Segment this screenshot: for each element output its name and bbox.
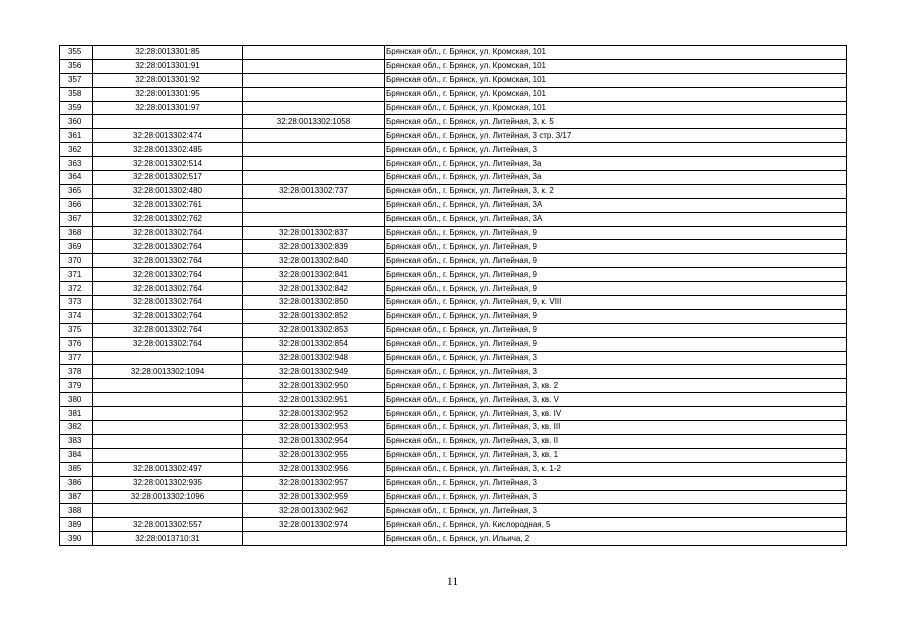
row-number-cell: 375 bbox=[60, 323, 93, 337]
building-cadastral-number-cell: 32:28:0013302:840 bbox=[243, 254, 385, 268]
table-row bbox=[60, 240, 847, 254]
address-cell: Брянская обл., г. Брянск, ул. Литейная, 3 bbox=[385, 143, 847, 157]
address-cell: Брянская обл., г. Брянск, ул. Кромская, 101 bbox=[385, 59, 847, 73]
row-number-cell: 388 bbox=[60, 504, 93, 518]
row-number-cell: 356 bbox=[60, 59, 93, 73]
table-row bbox=[60, 351, 847, 365]
row-number-cell: 368 bbox=[60, 226, 93, 240]
cadastral-number-cell: 32:28:0013302:764 bbox=[93, 337, 243, 351]
table-row bbox=[60, 184, 847, 198]
row-number-cell: 361 bbox=[60, 129, 93, 143]
table-row bbox=[60, 143, 847, 157]
row-number-cell: 362 bbox=[60, 143, 93, 157]
building-cadastral-number-cell: 32:28:0013302:841 bbox=[243, 268, 385, 282]
table-row bbox=[60, 323, 847, 337]
cadastral-number-cell bbox=[93, 393, 243, 407]
table-row bbox=[60, 379, 847, 393]
cadastral-number-cell: 32:28:0013302:764 bbox=[93, 240, 243, 254]
address-cell: Брянская обл., г. Брянск, ул. Литейная, 9 bbox=[385, 323, 847, 337]
address-cell: Брянская обл., г. Брянск, ул. Кромская, 101 bbox=[385, 46, 847, 60]
table-row bbox=[60, 337, 847, 351]
row-number-cell: 372 bbox=[60, 282, 93, 296]
building-cadastral-number-cell: 32:28:0013302:951 bbox=[243, 393, 385, 407]
table-row bbox=[60, 268, 847, 282]
building-cadastral-number-cell: 32:28:0013302:842 bbox=[243, 282, 385, 296]
building-cadastral-number-cell: 32:28:0013302:854 bbox=[243, 337, 385, 351]
cadastral-number-cell: 32:28:0013302:935 bbox=[93, 476, 243, 490]
cadastral-number-cell: 32:28:0013302:485 bbox=[93, 143, 243, 157]
address-cell: Брянская обл., г. Брянск, ул. Литейная, 9 bbox=[385, 226, 847, 240]
row-number-cell: 385 bbox=[60, 462, 93, 476]
table-row bbox=[60, 73, 847, 87]
address-cell: Брянская обл., г. Брянск, ул. Литейная, 9 bbox=[385, 254, 847, 268]
row-number-cell: 383 bbox=[60, 434, 93, 448]
address-cell: Брянская обл., г. Брянск, ул. Литейная, 9, к. VIII bbox=[385, 296, 847, 310]
building-cadastral-number-cell: 32:28:0013302:952 bbox=[243, 407, 385, 421]
address-cell: Брянская обл., г. Брянск, ул. Литейная, 3а bbox=[385, 171, 847, 185]
building-cadastral-number-cell: 32:28:0013302:954 bbox=[243, 434, 385, 448]
address-cell: Брянская обл., г. Брянск, ул. Литейная, 3, кв. V bbox=[385, 393, 847, 407]
building-cadastral-number-cell bbox=[243, 157, 385, 171]
cadastral-number-cell: 32:28:0013710:31 bbox=[93, 532, 243, 546]
building-cadastral-number-cell bbox=[243, 212, 385, 226]
table-row bbox=[60, 532, 847, 546]
building-cadastral-number-cell: 32:28:0013302:949 bbox=[243, 365, 385, 379]
cadastral-number-cell bbox=[93, 434, 243, 448]
table-row bbox=[60, 129, 847, 143]
table-row bbox=[60, 365, 847, 379]
table-row bbox=[60, 101, 847, 115]
row-number-cell: 371 bbox=[60, 268, 93, 282]
address-cell: Брянская обл., г. Брянск, ул. Ильича, 2 bbox=[385, 532, 847, 546]
row-number-cell: 358 bbox=[60, 87, 93, 101]
address-cell: Брянская обл., г. Брянск, ул. Кислородная, 5 bbox=[385, 518, 847, 532]
row-number-cell: 374 bbox=[60, 309, 93, 323]
table-row bbox=[60, 476, 847, 490]
table-row bbox=[60, 198, 847, 212]
building-cadastral-number-cell: 32:28:0013302:953 bbox=[243, 421, 385, 435]
address-cell: Брянская обл., г. Брянск, ул. Литейная, 3 bbox=[385, 504, 847, 518]
address-cell: Брянская обл., г. Брянск, ул. Литейная, 9 bbox=[385, 268, 847, 282]
table-row bbox=[60, 407, 847, 421]
building-cadastral-number-cell bbox=[243, 532, 385, 546]
table-row bbox=[60, 518, 847, 532]
cadastral-number-cell: 32:28:0013302:764 bbox=[93, 323, 243, 337]
row-number-cell: 384 bbox=[60, 448, 93, 462]
row-number-cell: 386 bbox=[60, 476, 93, 490]
cadastral-number-cell: 32:28:0013302:764 bbox=[93, 309, 243, 323]
row-number-cell: 373 bbox=[60, 296, 93, 310]
address-cell: Брянская обл., г. Брянск, ул. Литейная, 9 bbox=[385, 240, 847, 254]
building-cadastral-number-cell: 32:28:0013302:974 bbox=[243, 518, 385, 532]
row-number-cell: 380 bbox=[60, 393, 93, 407]
building-cadastral-number-cell bbox=[243, 171, 385, 185]
address-cell: Брянская обл., г. Брянск, ул. Литейная, 3, кв. 2 bbox=[385, 379, 847, 393]
building-cadastral-number-cell: 32:28:0013302:837 bbox=[243, 226, 385, 240]
property-table-body bbox=[60, 46, 847, 546]
address-cell: Брянская обл., г. Брянск, ул. Литейная, 3 стр. 3/17 bbox=[385, 129, 847, 143]
row-number-cell: 382 bbox=[60, 421, 93, 435]
row-number-cell: 376 bbox=[60, 337, 93, 351]
building-cadastral-number-cell: 32:28:0013302:950 bbox=[243, 379, 385, 393]
building-cadastral-number-cell bbox=[243, 101, 385, 115]
row-number-cell: 381 bbox=[60, 407, 93, 421]
address-cell: Брянская обл., г. Брянск, ул. Литейная, 3, кв. 1 bbox=[385, 448, 847, 462]
table-row bbox=[60, 448, 847, 462]
row-number-cell: 370 bbox=[60, 254, 93, 268]
table-row bbox=[60, 282, 847, 296]
address-cell: Брянская обл., г. Брянск, ул. Кромская, 101 bbox=[385, 87, 847, 101]
address-cell: Брянская обл., г. Брянск, ул. Литейная, 3А bbox=[385, 198, 847, 212]
table-row bbox=[60, 59, 847, 73]
cadastral-number-cell: 32:28:0013302:1096 bbox=[93, 490, 243, 504]
table-row bbox=[60, 309, 847, 323]
row-number-cell: 387 bbox=[60, 490, 93, 504]
cadastral-number-cell bbox=[93, 351, 243, 365]
row-number-cell: 355 bbox=[60, 46, 93, 60]
cadastral-number-cell bbox=[93, 115, 243, 129]
row-number-cell: 379 bbox=[60, 379, 93, 393]
building-cadastral-number-cell: 32:28:0013302:955 bbox=[243, 448, 385, 462]
row-number-cell: 377 bbox=[60, 351, 93, 365]
building-cadastral-number-cell bbox=[243, 46, 385, 60]
address-cell: Брянская обл., г. Брянск, ул. Кромская, 101 bbox=[385, 101, 847, 115]
building-cadastral-number-cell bbox=[243, 87, 385, 101]
building-cadastral-number-cell: 32:28:0013302:853 bbox=[243, 323, 385, 337]
table-row bbox=[60, 212, 847, 226]
cadastral-number-cell: 32:28:0013302:1094 bbox=[93, 365, 243, 379]
row-number-cell: 378 bbox=[60, 365, 93, 379]
cadastral-number-cell: 32:28:0013302:557 bbox=[93, 518, 243, 532]
row-number-cell: 363 bbox=[60, 157, 93, 171]
cadastral-number-cell: 32:28:0013302:517 bbox=[93, 171, 243, 185]
building-cadastral-number-cell: 32:28:0013302:959 bbox=[243, 490, 385, 504]
building-cadastral-number-cell bbox=[243, 73, 385, 87]
building-cadastral-number-cell: 32:28:0013302:962 bbox=[243, 504, 385, 518]
building-cadastral-number-cell: 32:28:0013302:852 bbox=[243, 309, 385, 323]
address-cell: Брянская обл., г. Брянск, ул. Литейная, 3 bbox=[385, 476, 847, 490]
row-number-cell: 369 bbox=[60, 240, 93, 254]
cadastral-number-cell: 32:28:0013301:85 bbox=[93, 46, 243, 60]
table-row bbox=[60, 296, 847, 310]
table-row bbox=[60, 462, 847, 476]
address-cell: Брянская обл., г. Брянск, ул. Литейная, 3, кв. IV bbox=[385, 407, 847, 421]
address-cell: Брянская обл., г. Брянск, ул. Литейная, 9 bbox=[385, 337, 847, 351]
address-cell: Брянская обл., г. Брянск, ул. Литейная, 9 bbox=[385, 309, 847, 323]
table-row bbox=[60, 504, 847, 518]
address-cell: Брянская обл., г. Брянск, ул. Литейная, 3 bbox=[385, 365, 847, 379]
building-cadastral-number-cell bbox=[243, 59, 385, 73]
cadastral-number-cell: 32:28:0013302:514 bbox=[93, 157, 243, 171]
table-row bbox=[60, 490, 847, 504]
table-row bbox=[60, 421, 847, 435]
address-cell: Брянская обл., г. Брянск, ул. Литейная, 3, кв. II bbox=[385, 434, 847, 448]
cadastral-number-cell bbox=[93, 448, 243, 462]
address-cell: Брянская обл., г. Брянск, ул. Литейная, 3 bbox=[385, 490, 847, 504]
building-cadastral-number-cell: 32:28:0013302:956 bbox=[243, 462, 385, 476]
building-cadastral-number-cell: 32:28:0013302:1058 bbox=[243, 115, 385, 129]
row-number-cell: 357 bbox=[60, 73, 93, 87]
address-cell: Брянская обл., г. Брянск, ул. Литейная, 3, к. 5 bbox=[385, 115, 847, 129]
cadastral-number-cell: 32:28:0013302:762 bbox=[93, 212, 243, 226]
address-cell: Брянская обл., г. Брянск, ул. Литейная, 3, к. 2 bbox=[385, 184, 847, 198]
cadastral-number-cell: 32:28:0013301:97 bbox=[93, 101, 243, 115]
cadastral-number-cell: 32:28:0013302:764 bbox=[93, 254, 243, 268]
address-cell: Брянская обл., г. Брянск, ул. Литейная, 3А bbox=[385, 212, 847, 226]
table-row bbox=[60, 226, 847, 240]
row-number-cell: 365 bbox=[60, 184, 93, 198]
cadastral-number-cell: 32:28:0013302:497 bbox=[93, 462, 243, 476]
address-cell: Брянская обл., г. Брянск, ул. Литейная, 3, к. 1-2 bbox=[385, 462, 847, 476]
cadastral-number-cell bbox=[93, 504, 243, 518]
building-cadastral-number-cell: 32:28:0013302:737 bbox=[243, 184, 385, 198]
cadastral-number-cell: 32:28:0013302:474 bbox=[93, 129, 243, 143]
row-number-cell: 390 bbox=[60, 532, 93, 546]
cadastral-number-cell: 32:28:0013301:92 bbox=[93, 73, 243, 87]
building-cadastral-number-cell bbox=[243, 129, 385, 143]
building-cadastral-number-cell bbox=[243, 198, 385, 212]
cadastral-number-cell bbox=[93, 379, 243, 393]
table-row bbox=[60, 157, 847, 171]
cadastral-number-cell: 32:28:0013302:761 bbox=[93, 198, 243, 212]
address-cell: Брянская обл., г. Брянск, ул. Литейная, 3а bbox=[385, 157, 847, 171]
cadastral-number-cell bbox=[93, 407, 243, 421]
cadastral-number-cell: 32:28:0013302:764 bbox=[93, 296, 243, 310]
cadastral-number-cell bbox=[93, 421, 243, 435]
table-row bbox=[60, 115, 847, 129]
table-row bbox=[60, 434, 847, 448]
row-number-cell: 366 bbox=[60, 198, 93, 212]
row-number-cell: 367 bbox=[60, 212, 93, 226]
cadastral-number-cell: 32:28:0013301:91 bbox=[93, 59, 243, 73]
cadastral-number-cell: 32:28:0013302:764 bbox=[93, 282, 243, 296]
building-cadastral-number-cell: 32:28:0013302:957 bbox=[243, 476, 385, 490]
cadastral-number-cell: 32:28:0013301:95 bbox=[93, 87, 243, 101]
table-row bbox=[60, 254, 847, 268]
table-row bbox=[60, 87, 847, 101]
row-number-cell: 360 bbox=[60, 115, 93, 129]
address-cell: Брянская обл., г. Брянск, ул. Кромская, 101 bbox=[385, 73, 847, 87]
address-cell: Брянская обл., г. Брянск, ул. Литейная, 9 bbox=[385, 282, 847, 296]
row-number-cell: 364 bbox=[60, 171, 93, 185]
address-cell: Брянская обл., г. Брянск, ул. Литейная, 3, кв. III bbox=[385, 421, 847, 435]
table-row bbox=[60, 171, 847, 185]
property-table bbox=[59, 45, 847, 546]
cadastral-number-cell: 32:28:0013302:764 bbox=[93, 268, 243, 282]
cadastral-number-cell: 32:28:0013302:764 bbox=[93, 226, 243, 240]
building-cadastral-number-cell: 32:28:0013302:948 bbox=[243, 351, 385, 365]
building-cadastral-number-cell: 32:28:0013302:850 bbox=[243, 296, 385, 310]
row-number-cell: 359 bbox=[60, 101, 93, 115]
table-row bbox=[60, 46, 847, 60]
building-cadastral-number-cell: 32:28:0013302:839 bbox=[243, 240, 385, 254]
table-row bbox=[60, 393, 847, 407]
row-number-cell: 389 bbox=[60, 518, 93, 532]
cadastral-number-cell: 32:28:0013302:480 bbox=[93, 184, 243, 198]
page-number: 11 bbox=[446, 574, 459, 588]
address-cell: Брянская обл., г. Брянск, ул. Литейная, 3 bbox=[385, 351, 847, 365]
building-cadastral-number-cell bbox=[243, 143, 385, 157]
